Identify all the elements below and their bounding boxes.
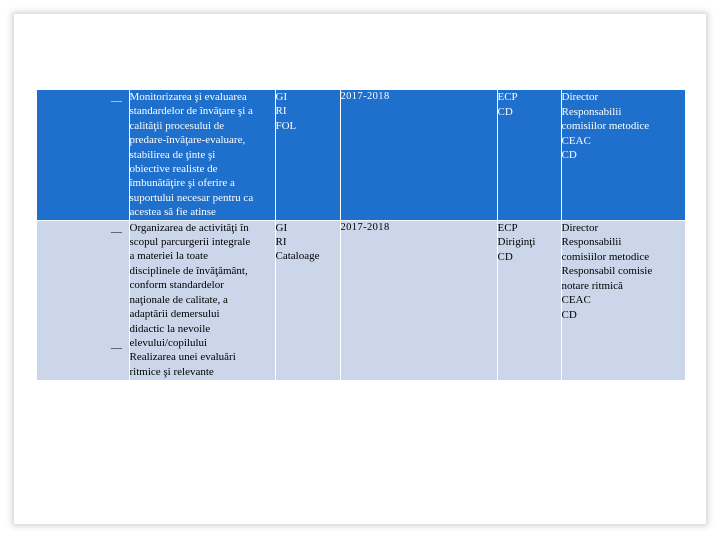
source-item: GI	[275, 91, 288, 103]
source-item: RI	[275, 236, 287, 249]
period-cell	[340, 220, 497, 380]
bullet-dash: —	[111, 225, 122, 238]
activity-line: conform standardelor	[129, 279, 224, 292]
executor-item: CD	[497, 105, 513, 118]
action-plan-table	[37, 90, 685, 380]
responsible-item: CEAC	[561, 294, 591, 307]
period-text: 2017-2018	[340, 221, 390, 233]
activity-line: didactic la nevoile	[129, 322, 211, 335]
responsibles-cell	[561, 90, 685, 220]
activity-line: predare-învăţare-evaluare,	[129, 134, 246, 147]
table-row	[37, 90, 685, 220]
executor-item: ECP	[497, 221, 518, 234]
bullet-dash: —	[111, 95, 122, 107]
responsible-item: CEAC	[561, 134, 591, 147]
period-cell	[340, 90, 497, 220]
period-text: 2017-2018	[340, 91, 390, 102]
activity-line: scopul parcurgerii integrale	[129, 236, 251, 249]
activity-line: disciplinele de învăţământ,	[129, 264, 248, 277]
activity-line: Organizarea de activităţi în	[129, 221, 249, 234]
activity-line: ritmice şi relevante	[129, 365, 214, 378]
executor-item: Diriginţi	[497, 236, 536, 249]
sources-cell	[275, 90, 340, 220]
activity-line: suportului necesar pentru ca	[129, 191, 254, 204]
responsible-item: Responsabilii	[561, 105, 622, 118]
responsible-item: CD	[561, 149, 577, 161]
activity-line: îmbunătăţire şi oferire a	[129, 177, 235, 190]
executors-cell	[497, 90, 561, 220]
activity-cell	[129, 90, 275, 220]
activity-line: a materiei la toate	[129, 250, 208, 263]
source-item: Cataloage	[275, 250, 320, 263]
responsible-item: comisiilor metodice	[561, 120, 650, 132]
bullet-dash: —	[111, 342, 122, 355]
bullet-cell	[37, 90, 129, 220]
activity-line: Monitorizarea şi evaluarea	[129, 91, 247, 103]
activity-line: Realizarea unei evaluări	[129, 351, 236, 364]
source-item: FOL	[275, 119, 297, 132]
source-item: RI	[275, 105, 287, 118]
responsible-item: Responsabil comisie	[561, 265, 653, 278]
activity-line: calităţii procesului de	[129, 119, 225, 132]
activity-line: stabilirea de ţinte şi	[129, 148, 216, 161]
responsible-item: notare ritmică	[561, 279, 623, 292]
activity-line: adaptării demersului	[129, 308, 220, 321]
activity-line: elevului/copilului	[129, 336, 208, 349]
responsibles-cell	[561, 220, 685, 380]
responsible-item: Responsabilii	[561, 236, 622, 249]
responsible-item: Director	[561, 91, 599, 103]
executor-item: CD	[497, 250, 513, 263]
activity-line: naţionale de calitate, a	[129, 293, 228, 306]
activity-line: obiective realiste de	[129, 163, 218, 176]
source-item: GI	[275, 221, 288, 234]
executors-cell	[497, 220, 561, 380]
bullet-cell	[37, 220, 129, 380]
activity-line: standardelor de învăţare şi a	[129, 105, 253, 118]
executor-item: ECP	[497, 91, 518, 103]
responsible-item: CD	[561, 308, 577, 321]
activity-cell	[129, 220, 275, 380]
activity-line: acestea să fie atinse	[129, 206, 216, 219]
sources-cell	[275, 220, 340, 380]
table-row	[37, 220, 685, 380]
responsible-item: comisiilor metodice	[561, 250, 650, 263]
responsible-item: Director	[561, 221, 599, 234]
